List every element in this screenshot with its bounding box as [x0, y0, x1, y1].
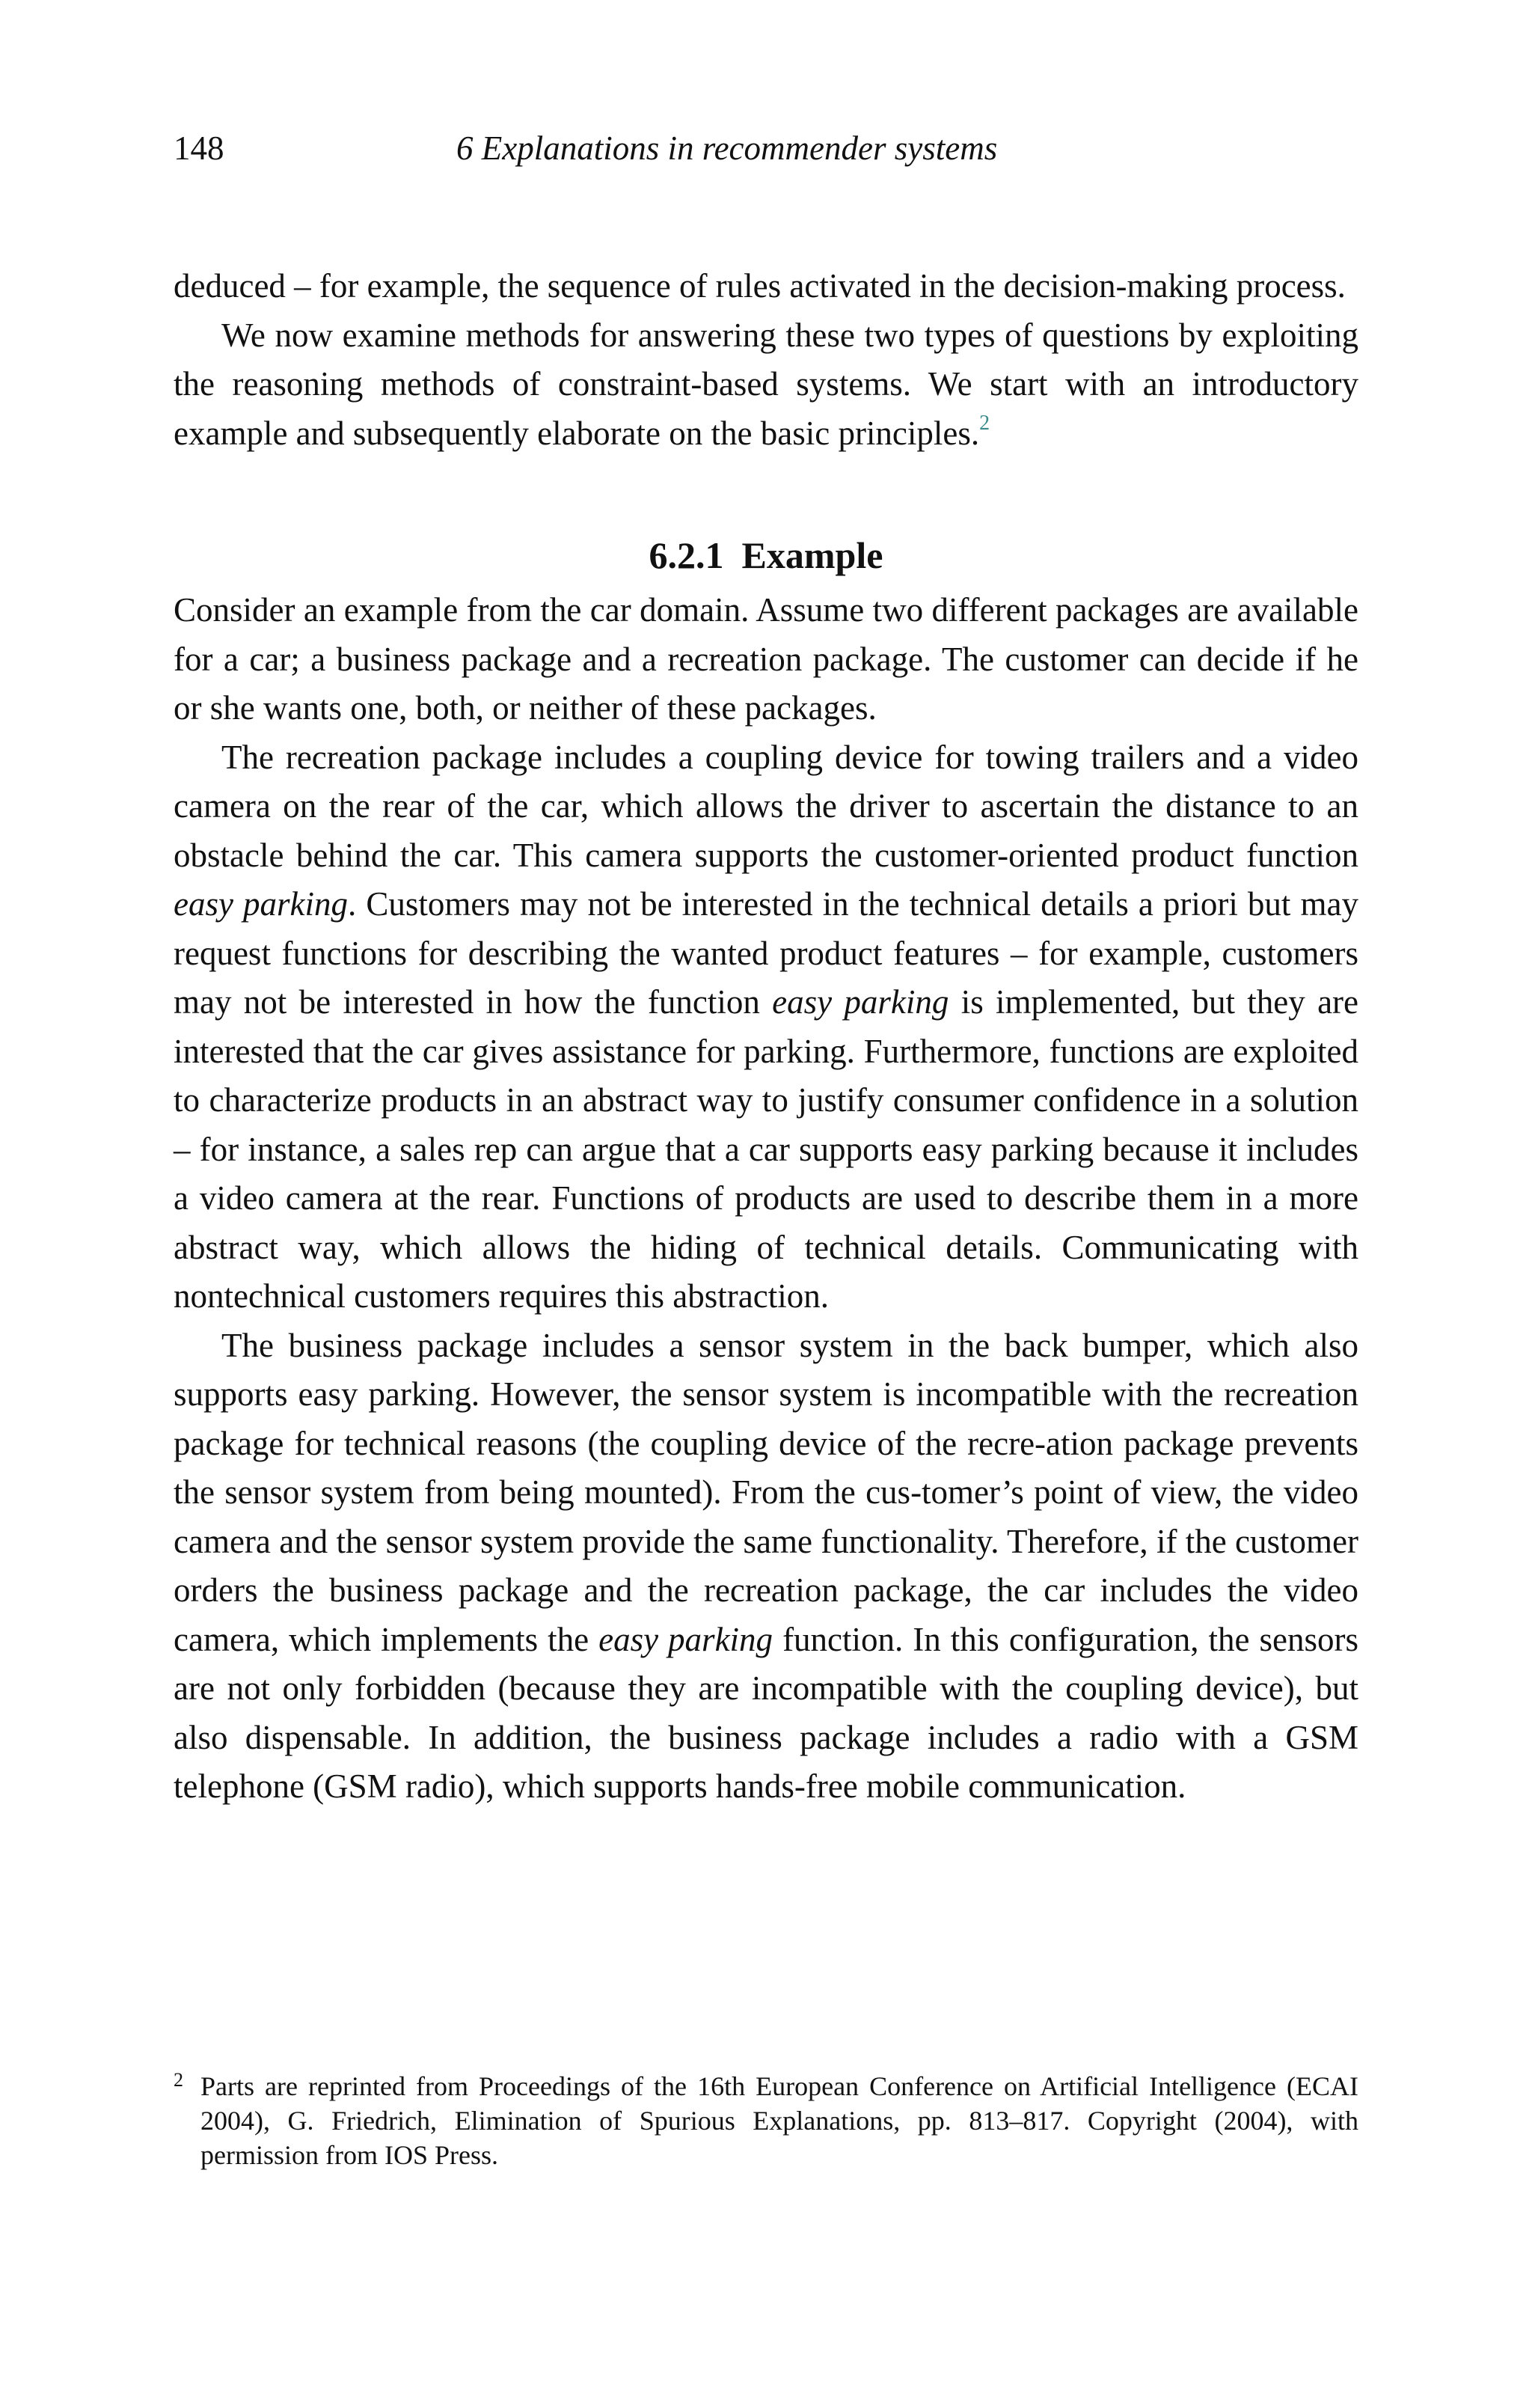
paragraph-text: The business package includes a sensor system in the back bumper, which also supports easy parking. However, the sensor system is incompatible with the recreation package for technical reasons (the coupling device of the recre-ation package prevents the sensor system from being mounted). From the cus-tomer’s point of view, the video camera and the sensor system provide the same functionality. Therefore, if the customer orders the business package and the recreation package, the car includes the video camera, which implements the [174, 1326, 1358, 1658]
paragraph-text: We now examine methods for answering these two types of questions by exploiting the reasoning methods of constraint-based systems. We start with an introductory example and subsequently elaborate on the basic principles. [174, 316, 1358, 452]
paragraph-text: deduced – for example, the sequence of rules activated in the decision-making process. [174, 267, 1346, 305]
paragraph-business-package [174, 1321, 1358, 1812]
paragraph-car-domain [174, 586, 1358, 733]
italic-term: easy parking [772, 983, 949, 1021]
paragraph-text: The recreation package includes a coupling device for towing trailers and a video camera on the rear of the car, which allows the driver to ascertain the distance to an obstacle behind the car. This camera supports the customer-oriented product function [174, 738, 1358, 874]
italic-term: easy parking [598, 1620, 773, 1658]
section-title: Example [741, 534, 883, 576]
paragraph-recreation-package [174, 733, 1358, 1321]
section-number: 6.2.1 [649, 534, 724, 576]
body-text [174, 262, 1358, 1812]
footnote-text: Parts are reprinted from Proceedings of the 16th European Conference on Artificial Intelligence (ECAI 2004), G. Friedrich, Elimination of Spurious Explanations, pp. 813–817. Copyright (2004), with permission from IOS Press. [200, 2071, 1358, 2170]
running-head [174, 126, 1358, 171]
paragraph-continuation [174, 262, 1358, 311]
footnote [174, 2069, 1358, 2172]
italic-term: easy parking [174, 885, 349, 923]
paragraph-text: function. In this configuration, the sensors are not only forbidden (because they are incompatible with the coupling device), but also dispensable. In addition, the business package includes a radio with a GSM telephone (GSM radio), which supports hands-free mobile communication. [174, 1620, 1358, 1805]
paragraph-text: . Customers may not be interested in the technical details a priori but may request functions for describing the wanted product features – for example, customers may not be interested in how the function [174, 885, 1358, 1021]
section-heading [174, 529, 1358, 581]
paragraph-text: is implemented, but they are interested that the car gives assistance for parking. Furthermore, functions are exploited to characterize products in an abstract way to justify consumer confidence in a solution – for instance, a sales rep can argue that a car supports easy parking because it includes a video camera at the rear. Functions of products are used to describe them in a more abstract way, which allows the hiding of technical details. Communicating with nontechnical customers requires this abstraction. [174, 983, 1358, 1315]
chapter-running-title: 6 Explanations in recommender systems [456, 129, 998, 167]
footnote-text-block: 2 Parts are reprinted from Proceedings of the 16th European Conference on Artificial Intelligence (ECAI 2004), G. Friedrich, Elimination of Spurious Explanations, pp. 813–817. Copyright (2004), with permission from IOS Press. [174, 2069, 1358, 2170]
paragraph-methods-intro [174, 311, 1358, 459]
paragraph-text: Consider an example from the car domain. Assume two different packages are available for a car; a business package and a recreation package. The customer can decide if he or she wants one, both, or neither of these packages. [174, 591, 1358, 727]
footnote-reference[interactable]: 2 [979, 411, 990, 435]
page-number: 148 [174, 129, 224, 167]
